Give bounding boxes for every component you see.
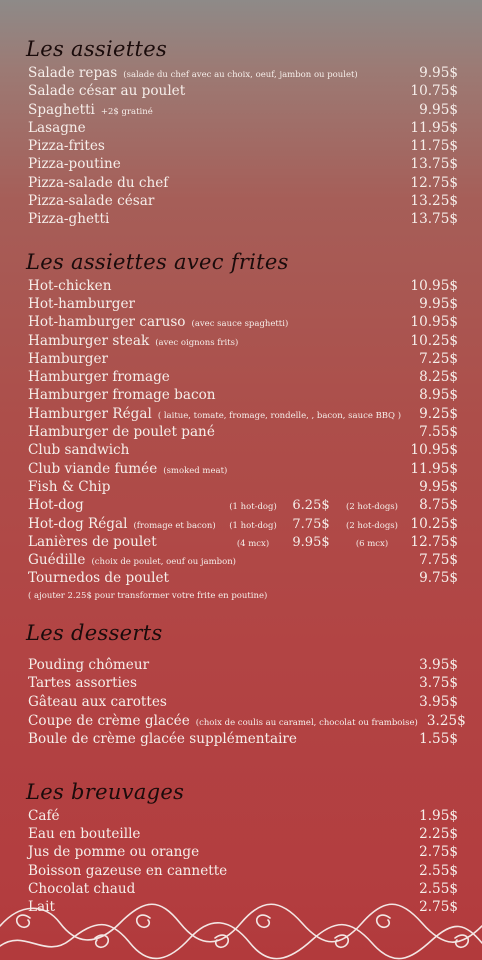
item-list	[28, 656, 466, 749]
item-note: +2$ gratiné	[100, 106, 153, 117]
item-price: 2.75$	[419, 899, 458, 916]
item-price: 12.75$	[410, 174, 458, 191]
item-price: 11.95$	[410, 460, 458, 477]
menu-item	[28, 825, 458, 843]
section-frites	[28, 249, 458, 606]
item-name: Boule de crème glacée supplémentaire	[28, 731, 297, 748]
item-price: 2.75$	[419, 844, 458, 861]
portion-price-1: 6.25$	[292, 498, 330, 514]
item-price: 7.25$	[419, 350, 458, 367]
menu-item	[28, 64, 458, 82]
item-name: Pizza-ghetti	[28, 211, 110, 228]
footnote: ( ajouter 2.25$ pour transformer votre frite en poutine)	[28, 590, 268, 601]
item-name: Hot-hamburger caruso	[28, 314, 186, 331]
menu-item	[28, 423, 458, 441]
menu-item	[28, 478, 458, 496]
item-note: ( laitue, tomate, fromage, rondelle, , bacon, sauce BBQ )	[157, 410, 402, 421]
item-name: Jus de pomme ou orange	[28, 844, 200, 861]
item-name: Club viande fumée	[28, 460, 158, 477]
item-price: 9.25$	[419, 405, 458, 422]
item-note: (avec oignons frits)	[155, 337, 239, 348]
menu-item	[28, 807, 458, 825]
item-price: 3.75$	[419, 675, 458, 692]
item-name: Eau en bouteille	[28, 825, 141, 842]
item-list	[28, 277, 458, 497]
menu-item	[28, 295, 458, 313]
item-name: Pizza-poutine	[28, 156, 121, 173]
item-name: Lanières de poulet	[28, 533, 157, 550]
item-price: 13.75$	[410, 211, 458, 228]
item-price: 1.55$	[419, 731, 458, 748]
item-price: 9.95$	[419, 295, 458, 312]
item-name: Pizza-salade césar	[28, 193, 155, 210]
menu-item	[28, 386, 458, 404]
menu-item-multi	[28, 496, 458, 514]
item-price: 10.75$	[410, 83, 458, 100]
item-price: 2.55$	[419, 880, 458, 897]
item-price: 10.95$	[410, 314, 458, 331]
portion-label-1: (4 mcx)	[236, 538, 270, 549]
item-name: Hot-dog Régal	[28, 515, 128, 532]
item-price: 13.75$	[410, 156, 458, 173]
item-price: 8.75$	[419, 497, 458, 514]
ornament-border	[0, 898, 482, 960]
item-name: Lait	[28, 899, 55, 916]
menu-item	[28, 843, 458, 861]
menu-item	[28, 712, 466, 731]
item-name: Hamburger steak	[28, 332, 150, 349]
portion-label-1: (1 hot-dog)	[229, 520, 277, 531]
menu-item	[28, 101, 458, 119]
item-name: Pouding chômeur	[28, 656, 150, 673]
menu-item	[28, 332, 458, 350]
item-price: 3.95$	[419, 656, 458, 673]
item-price: 8.25$	[419, 369, 458, 386]
item-name: Pizza-salade du chef	[28, 174, 169, 191]
section-breuvages	[28, 779, 458, 917]
item-note: (fromage et bacon)	[133, 520, 216, 531]
item-name: Lasagne	[28, 119, 86, 136]
item-note: (choix de coulis au caramel, chocolat ou framboise)	[195, 717, 418, 728]
item-price: 7.55$	[419, 424, 458, 441]
portion-price-1: 9.95$	[292, 534, 330, 550]
portion-price-1: 7.75$	[292, 516, 330, 532]
item-name: Hot-hamburger	[28, 295, 136, 312]
item-name: Guédille	[28, 552, 86, 569]
item-name: Tournedos de poulet	[28, 570, 169, 587]
portion-label-2: (2 hot-dogs)	[346, 520, 398, 531]
menu-item	[28, 174, 458, 192]
item-list	[28, 64, 458, 229]
menu-item	[28, 368, 458, 386]
item-name: Hamburger fromage	[28, 369, 170, 386]
item-price: 1.95$	[419, 807, 458, 824]
menu-item	[28, 551, 458, 569]
menu	[26, 36, 466, 916]
menu-item	[28, 82, 458, 100]
portion-label-2: (6 mcx)	[355, 538, 389, 549]
item-price: 2.55$	[419, 862, 458, 879]
menu-item-multi	[28, 533, 458, 551]
section-title: Les breuvages	[26, 779, 185, 804]
menu-item	[28, 210, 458, 228]
item-price: 11.95$	[410, 119, 458, 136]
item-price: 10.95$	[410, 277, 458, 294]
item-price: 10.25$	[410, 332, 458, 349]
section-title: Les assiettes avec frites	[26, 249, 289, 274]
item-price: 11.75$	[410, 138, 458, 155]
item-name: Hamburger fromage bacon	[28, 387, 216, 404]
item-note: (choix de poulet, oeuf ou jambon)	[91, 557, 236, 568]
menu-item	[28, 277, 458, 295]
item-list	[28, 551, 458, 588]
item-price: 2.25$	[419, 825, 458, 842]
section-desserts	[26, 620, 466, 749]
item-name: Chocolat chaud	[28, 880, 136, 897]
portion-label-2: (2 hot-dogs)	[346, 502, 398, 513]
item-price: 9.95$	[419, 65, 458, 81]
item-price: 9.95$	[419, 478, 458, 495]
item-price: 12.75$	[410, 533, 458, 550]
item-name: Hamburger	[28, 350, 109, 367]
item-note: (smoked meat)	[163, 465, 228, 476]
menu-item	[28, 569, 458, 587]
item-name: Coupe de crème glacée	[28, 712, 190, 729]
item-name: Hamburger Régal	[28, 405, 152, 422]
item-price: 9.75$	[419, 570, 458, 587]
item-name: Spaghetti	[28, 101, 95, 118]
item-list-multi	[28, 496, 458, 551]
item-name: Club sandwich	[28, 442, 130, 459]
menu-item	[28, 313, 458, 331]
menu-item	[28, 119, 458, 137]
item-name: Café	[28, 807, 60, 824]
item-name: Boisson gazeuse en cannette	[28, 862, 228, 879]
item-price: 7.75$	[419, 552, 458, 569]
item-name: Hot-chicken	[28, 277, 112, 294]
menu-item	[28, 693, 458, 712]
section-title: Les desserts	[26, 620, 163, 645]
menu-item	[28, 137, 458, 155]
menu-item-multi	[28, 515, 458, 533]
menu-item	[28, 460, 458, 478]
item-name: Hamburger de poulet pané	[28, 424, 215, 441]
menu-item	[28, 862, 458, 880]
item-name: Hot-dog	[28, 497, 84, 514]
section-assiettes	[28, 36, 458, 229]
menu-item	[28, 155, 458, 173]
item-name: Fish & Chip	[28, 478, 111, 495]
menu-item	[28, 674, 458, 693]
menu-item	[28, 880, 458, 898]
menu-item	[28, 730, 458, 749]
item-price: 10.25$	[410, 515, 458, 532]
item-name: Tartes assorties	[28, 675, 137, 692]
item-name: Gâteau aux carottes	[28, 693, 167, 710]
item-price: 9.95$	[419, 101, 458, 118]
item-price: 13.25$	[410, 193, 458, 210]
item-price: 8.95$	[419, 387, 458, 404]
menu-item	[28, 350, 458, 368]
item-price: 3.95$	[419, 693, 458, 710]
menu-item	[28, 405, 458, 423]
menu-item	[28, 656, 458, 675]
item-note: (salade du chef avec au choix, oeuf, jambon ou poulet)	[123, 70, 358, 80]
item-name: Salade césar au poulet	[28, 83, 186, 100]
item-price: 10.95$	[410, 442, 458, 459]
section-title: Les assiettes	[26, 37, 168, 61]
item-price: 3.25$	[426, 712, 466, 729]
item-note: (avec sauce spaghetti)	[191, 319, 289, 330]
menu-item	[28, 441, 458, 459]
item-name: Salade repas	[28, 65, 118, 81]
item-name: Pizza-frites	[28, 138, 105, 155]
menu-item	[28, 192, 458, 210]
portion-label-1: (1 hot-dog)	[229, 502, 277, 513]
